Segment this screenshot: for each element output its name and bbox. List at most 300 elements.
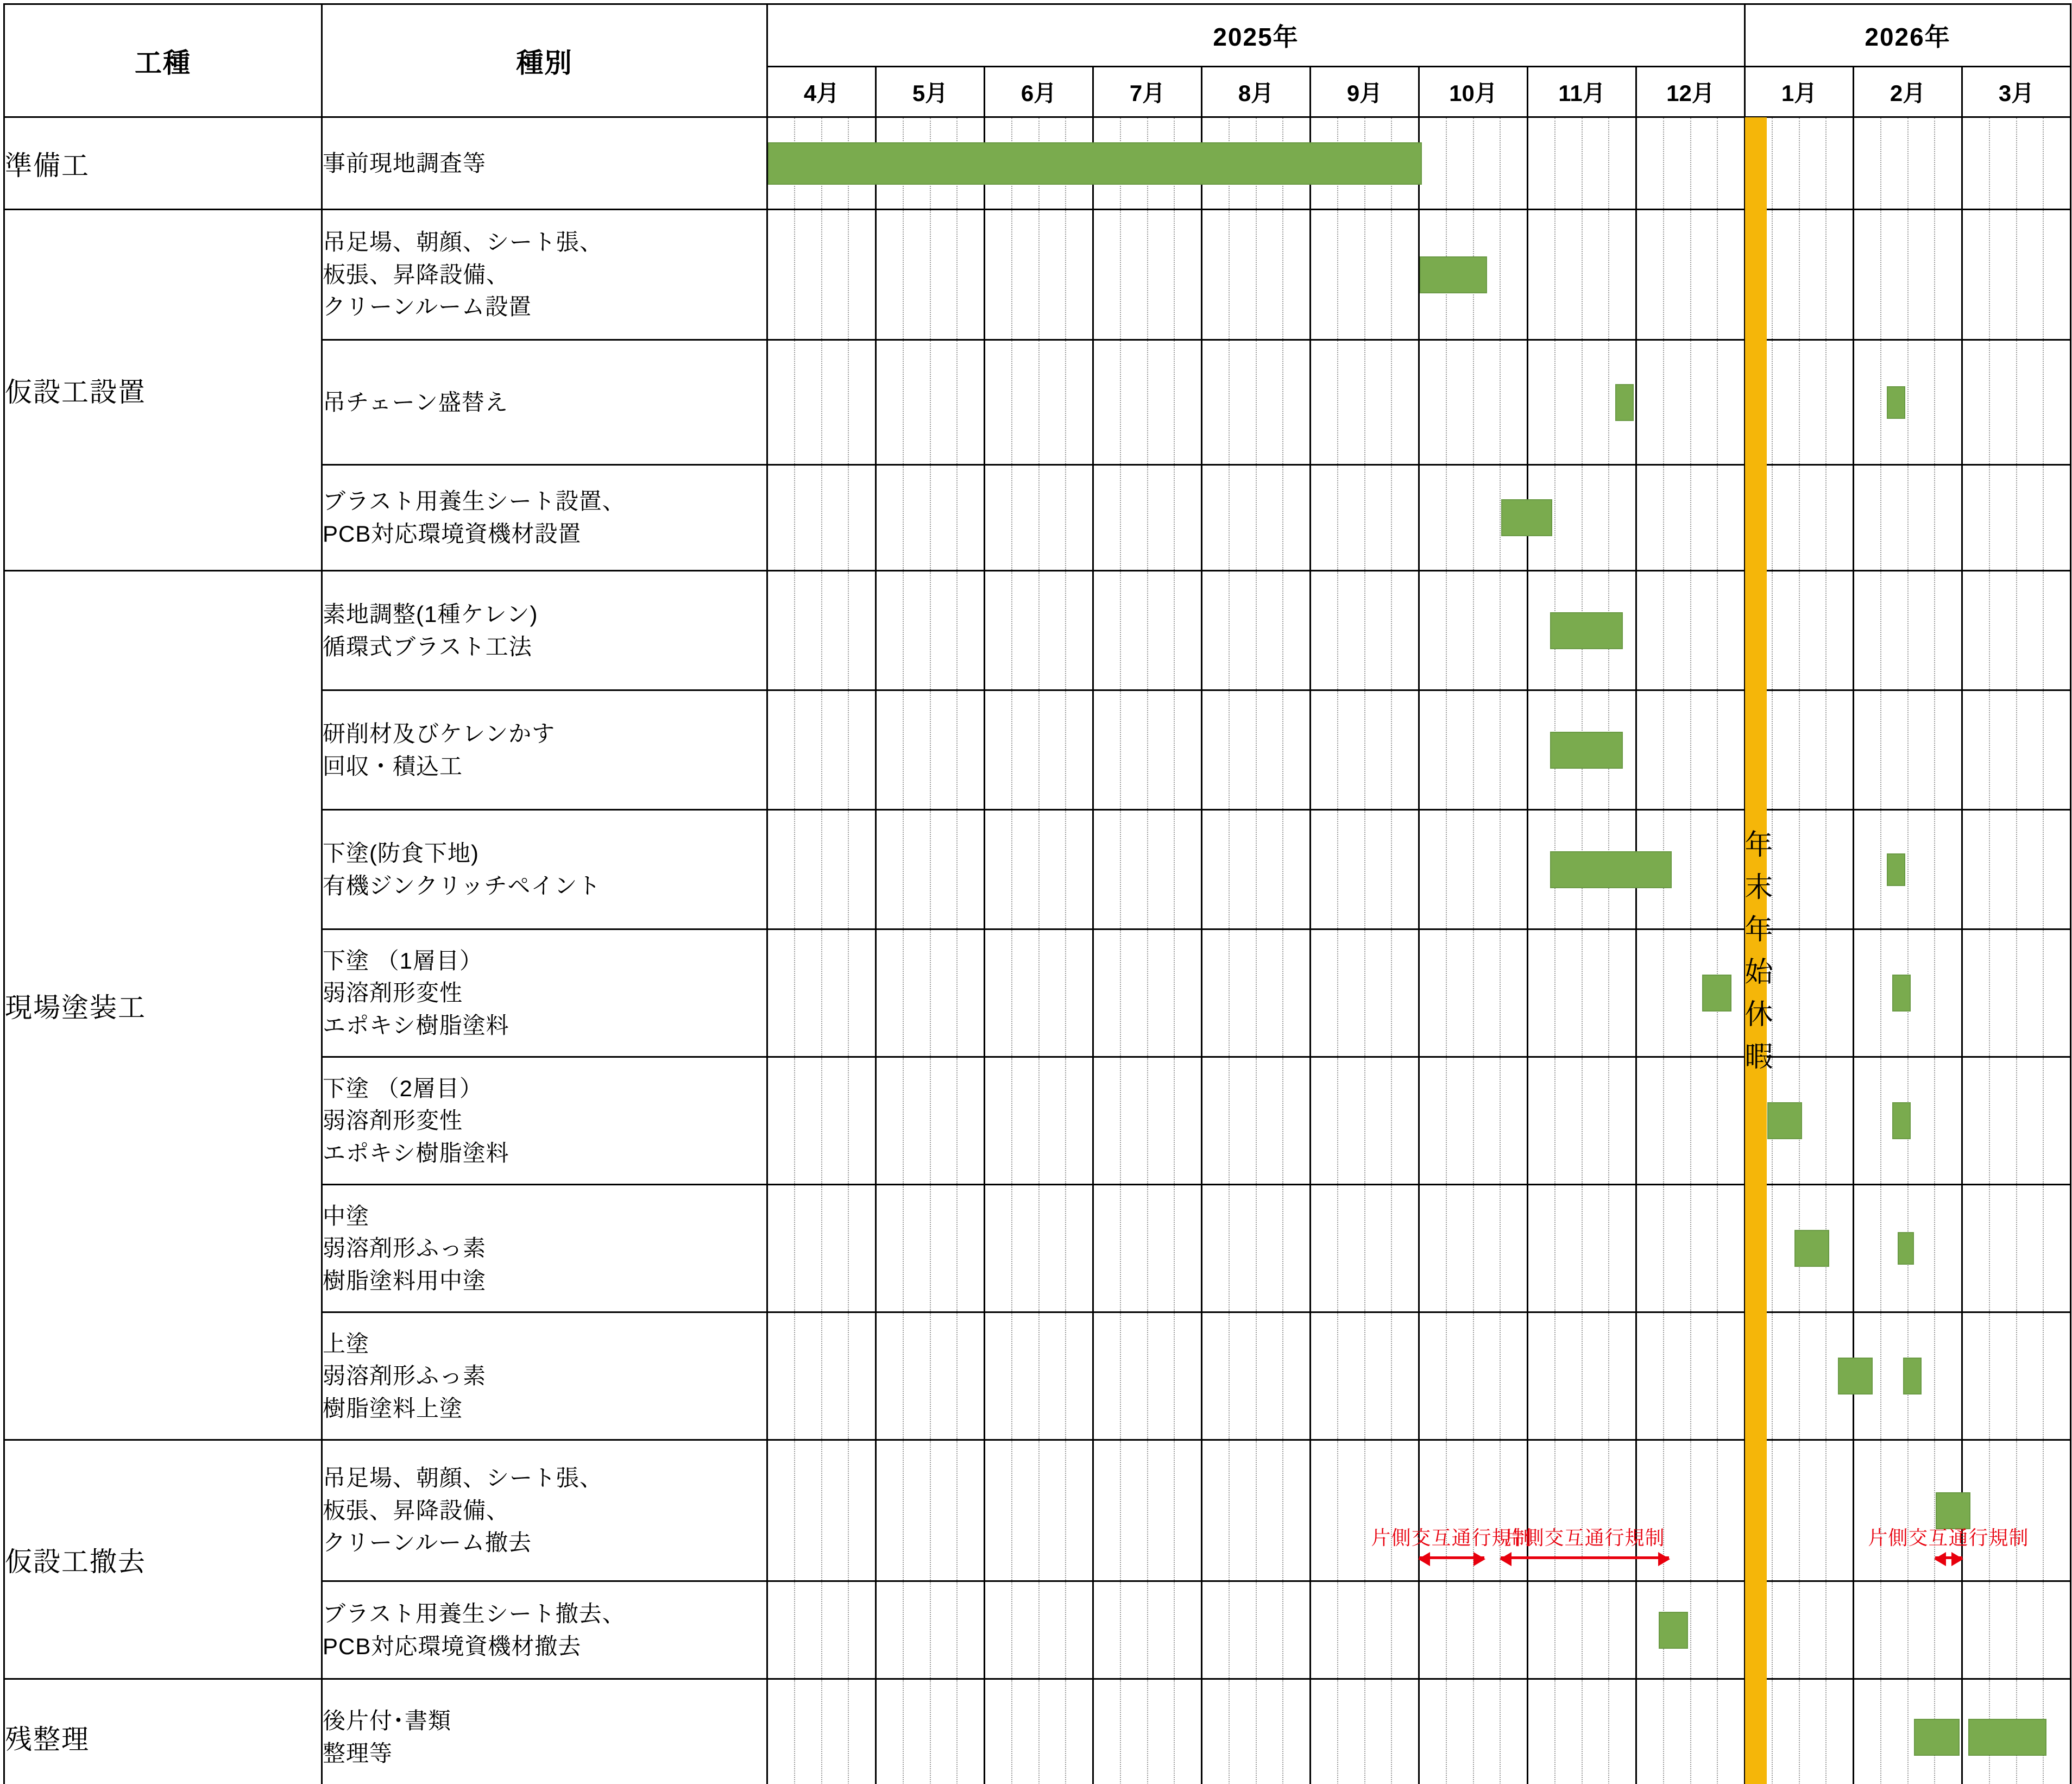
shubetsu-line: クリーンルーム撤去: [323, 1530, 532, 1556]
kousyu-label: 残整理: [4, 1679, 322, 1784]
week-grid: [1094, 1185, 1201, 1311]
week-grid: [1963, 210, 2070, 339]
shubetsu-line: 研削材及びケレンかす: [323, 720, 556, 746]
week-grid: [1637, 1185, 1744, 1311]
shubetsu-line: 樹脂塗料用中塗: [323, 1267, 487, 1293]
week-grid: [1854, 571, 1961, 689]
shubetsu-line: 後片付･書類: [323, 1708, 452, 1734]
timeline-cell: [876, 1185, 985, 1312]
timeline-cell: [767, 1312, 876, 1440]
timeline-cell: [1202, 571, 1311, 690]
shubetsu-label: [322, 1312, 767, 1440]
timeline-cell: [1311, 571, 1419, 690]
timeline-cell: [1202, 1185, 1311, 1312]
timeline-cell: [985, 1185, 1093, 1312]
timeline-cell: [1419, 1057, 1528, 1185]
week-grid: [1420, 1313, 1527, 1439]
gantt-bar: [768, 142, 1422, 185]
week-grid: [768, 571, 875, 689]
week-grid: [985, 930, 1092, 1056]
timeline-cell: [1528, 210, 1636, 340]
timeline-cell: [1093, 929, 1202, 1057]
timeline-cell: [1311, 340, 1419, 465]
timeline-cell: [985, 1312, 1093, 1440]
gantt-bar: [1550, 851, 1672, 888]
shubetsu-line: 下塗 （2層目）: [323, 1075, 483, 1101]
timeline-cell: [876, 929, 985, 1057]
week-grid: [1420, 341, 1527, 464]
timeline-cell: [1093, 571, 1202, 690]
header-month-12: 12月: [1636, 67, 1745, 117]
week-grid: [1963, 1582, 2070, 1678]
timeline-cell: [876, 1312, 985, 1440]
gantt-bar: [1615, 384, 1634, 421]
timeline-cell: [1854, 210, 1962, 340]
timeline-cell: [1528, 1312, 1636, 1440]
shubetsu-line: 有機ジンクリッチペイント: [323, 872, 601, 899]
timeline-cell: [767, 1185, 876, 1312]
timeline-cell: [1093, 1312, 1202, 1440]
timeline-cell: [1202, 929, 1311, 1057]
timeline-cell: [1419, 1185, 1528, 1312]
year-end-holiday-label: 年末年始休暇: [1740, 830, 1771, 1084]
week-grid: [1202, 691, 1309, 809]
week-grid: [877, 1680, 984, 1784]
timeline-cell: [876, 1679, 985, 1784]
timeline-cell: [1311, 1581, 1419, 1679]
shubetsu-label: [322, 690, 767, 810]
traffic-arrow-1: [1419, 1556, 1484, 1559]
timeline-cell: [1528, 1581, 1636, 1679]
week-grid: [1311, 341, 1418, 464]
week-grid: [1202, 1313, 1309, 1439]
timeline-cell: [1202, 465, 1311, 571]
shubetsu-line: エポキシ樹脂塗料: [323, 1012, 509, 1038]
timeline-cell: [1419, 571, 1528, 690]
shubetsu-line: 弱溶剤形変性: [323, 1108, 463, 1134]
timeline-cell: [876, 571, 985, 690]
week-grid: [1637, 118, 1744, 209]
header-month-8: 8月: [1202, 67, 1311, 117]
timeline-cell: [767, 1057, 876, 1185]
week-grid: [768, 466, 875, 570]
week-grid: [877, 571, 984, 689]
timeline-cell: [985, 210, 1093, 340]
header-month-7: 7月: [1093, 67, 1202, 117]
timeline-cell: [1419, 117, 1528, 210]
timeline-cell: [1311, 810, 1419, 929]
week-grid: [768, 1185, 875, 1311]
shubetsu-line: ブラスト用養生シート設置、: [323, 488, 626, 514]
timeline-cell: [1311, 929, 1419, 1057]
week-grid: [1202, 1582, 1309, 1678]
shubetsu-line: クリーンルーム設置: [323, 294, 532, 320]
shubetsu-line: 整理等: [323, 1741, 393, 1766]
timeline-cell: [1093, 1679, 1202, 1784]
timeline-cell: [1093, 1440, 1202, 1581]
week-grid: [1311, 1441, 1418, 1580]
timeline-cell: [1962, 340, 2071, 465]
week-grid: [1528, 1313, 1635, 1439]
week-grid: [1854, 118, 1961, 209]
week-grid: [1311, 571, 1418, 689]
timeline-cell: [1636, 1185, 1745, 1312]
header-year-2026: 2026年: [1745, 4, 2071, 67]
timeline-cell: [1311, 465, 1419, 571]
week-grid: [985, 1058, 1092, 1184]
timeline-cell: [1962, 929, 2071, 1057]
week-grid: [1854, 341, 1961, 464]
week-grid: [1202, 811, 1309, 928]
header-month-5: 5月: [876, 67, 985, 117]
timeline-cell: [1962, 571, 2071, 690]
shubetsu-line: 板張、昇降設備、: [323, 1497, 510, 1523]
timeline-cell: [985, 929, 1093, 1057]
week-grid: [1528, 210, 1635, 339]
timeline-cell: [985, 1440, 1093, 1581]
timeline-cell: [1528, 1679, 1636, 1784]
gantt-bar: [1550, 732, 1623, 769]
week-grid: [985, 466, 1092, 570]
week-grid: [768, 1313, 875, 1439]
timeline-cell: [1093, 210, 1202, 340]
week-grid: [1528, 930, 1635, 1056]
week-grid: [1637, 1313, 1744, 1439]
timeline-cell: [1311, 1679, 1419, 1784]
week-grid: [1420, 118, 1527, 209]
week-grid: [1202, 1441, 1309, 1580]
timeline-cell: [985, 810, 1093, 929]
timeline-cell: [1419, 690, 1528, 810]
shubetsu-line: 弱溶剤形ふっ素: [323, 1235, 487, 1261]
week-grid: [768, 930, 875, 1056]
gantt-bar: [1887, 853, 1905, 886]
header-shubetsu: 種別: [322, 4, 767, 117]
timeline-cell: [1636, 1057, 1745, 1185]
shubetsu-label: [322, 1679, 767, 1784]
week-grid: [877, 210, 984, 339]
timeline-cell: [1202, 1057, 1311, 1185]
timeline-cell: [1202, 1440, 1311, 1581]
header-month-1: 1月: [1745, 67, 1854, 117]
timeline-cell: [1636, 1440, 1745, 1581]
gantt-bar: [1420, 256, 1487, 293]
week-grid: [1420, 1582, 1527, 1678]
timeline-cell: [1528, 929, 1636, 1057]
gantt-bar: [1794, 1230, 1829, 1267]
week-grid: [768, 811, 875, 928]
timeline-cell: [1636, 571, 1745, 690]
timeline-cell: [876, 340, 985, 465]
week-grid: [768, 691, 875, 809]
timeline-cell: [1854, 571, 1962, 690]
week-grid: [877, 1582, 984, 1678]
week-grid: [985, 1313, 1092, 1439]
week-grid: [1094, 1582, 1201, 1678]
timeline-cell: [1311, 1057, 1419, 1185]
timeline-cell: [1962, 810, 2071, 929]
timeline-cell: [1093, 810, 1202, 929]
header-month-11: 11月: [1528, 67, 1636, 117]
gantt-bar: [1838, 1358, 1873, 1394]
shubetsu-label: [322, 465, 767, 571]
week-grid: [1311, 1058, 1418, 1184]
week-grid: [1963, 1441, 2070, 1580]
gantt-bar: [1914, 1719, 1960, 1756]
week-grid: [1311, 210, 1418, 339]
timeline-cell: [876, 1581, 985, 1679]
header-kousyu: 工種: [4, 4, 322, 117]
header-month-2: 2月: [1854, 67, 1962, 117]
timeline-cell: [985, 690, 1093, 810]
week-grid: [1854, 1582, 1961, 1678]
timeline-cell: [1636, 210, 1745, 340]
timeline-cell: [1636, 465, 1745, 571]
gantt-bar: [1892, 1102, 1911, 1139]
timeline-cell: [767, 1440, 876, 1581]
week-grid: [1420, 571, 1527, 689]
week-grid: [1311, 1582, 1418, 1678]
timeline-cell: [1528, 117, 1636, 210]
timeline-cell: [1093, 1057, 1202, 1185]
timeline-cell: [1202, 340, 1311, 465]
week-grid: [1311, 1680, 1418, 1784]
year-end-holiday-band: [1740, 117, 1771, 1784]
week-grid: [768, 341, 875, 464]
shubetsu-line: 素地調整(1種ケレン): [323, 601, 538, 627]
timeline-cell: [876, 465, 985, 571]
shubetsu-label: [322, 210, 767, 340]
timeline-cell: [767, 571, 876, 690]
week-grid: [1202, 1058, 1309, 1184]
week-grid: [1420, 811, 1527, 928]
timeline-cell: [1854, 340, 1962, 465]
kousyu-label: 現場塗装工: [4, 571, 322, 1440]
week-grid: [1854, 466, 1961, 570]
week-grid: [985, 571, 1092, 689]
timeline-cell: [876, 690, 985, 810]
week-grid: [1528, 1582, 1635, 1678]
timeline-cell: [1093, 465, 1202, 571]
shubetsu-line: 弱溶剤形ふっ素: [323, 1363, 487, 1389]
timeline-cell: [767, 929, 876, 1057]
gantt-bar: [1903, 1358, 1922, 1394]
week-grid: [985, 691, 1092, 809]
timeline-cell: [767, 810, 876, 929]
week-grid: [1311, 1185, 1418, 1311]
shubetsu-line: 回収・積込工: [323, 753, 463, 779]
timeline-cell: [1962, 690, 2071, 810]
shubetsu-line: PCB対応環境資機材設置: [323, 521, 582, 546]
kousyu-label: 準備工: [4, 117, 322, 210]
shubetsu-line: 上塗: [323, 1330, 370, 1356]
shubetsu-line: 中塗: [323, 1203, 370, 1229]
timeline-cell: [1854, 117, 1962, 210]
week-grid: [877, 466, 984, 570]
timeline-cell: [1854, 465, 1962, 571]
timeline-cell: [1311, 210, 1419, 340]
timeline-cell: [767, 117, 876, 210]
week-grid: [1528, 118, 1635, 209]
shubetsu-label: [322, 1581, 767, 1679]
timeline-cell: [1636, 690, 1745, 810]
shubetsu-label: [322, 571, 767, 690]
week-grid: [1311, 930, 1418, 1056]
week-grid: [1094, 466, 1201, 570]
week-grid: [1637, 341, 1744, 464]
gantt-bar: [1767, 1102, 1802, 1139]
gantt-bar: [1501, 499, 1552, 536]
timeline-cell: [1419, 1679, 1528, 1784]
week-grid: [1311, 466, 1418, 570]
week-grid: [1854, 811, 1961, 928]
timeline-cell: [1093, 690, 1202, 810]
header-month-3: 3月: [1962, 67, 2071, 117]
timeline-cell: [985, 1679, 1093, 1784]
week-grid: [1420, 1058, 1527, 1184]
timeline-cell: [1962, 1440, 2071, 1581]
shubetsu-line: ブラスト用養生シート撤去、: [323, 1600, 626, 1626]
week-grid: [1637, 1441, 1744, 1580]
week-grid: [1420, 930, 1527, 1056]
timeline-cell: [1311, 1185, 1419, 1312]
shubetsu-label: [322, 1057, 767, 1185]
shubetsu-line: 樹脂塗料上塗: [323, 1395, 463, 1421]
timeline-cell: [1854, 1581, 1962, 1679]
gantt-bar: [1550, 612, 1623, 649]
week-grid: [1420, 1680, 1527, 1784]
header-year-2025: 2025年: [767, 4, 1745, 67]
timeline-cell: [1419, 1581, 1528, 1679]
gantt-bar: [1659, 1612, 1688, 1649]
week-grid: [1202, 571, 1309, 689]
week-grid: [1963, 1058, 2070, 1184]
shubetsu-line: 下塗(防食下地): [323, 840, 479, 866]
shubetsu-label: [322, 340, 767, 465]
week-grid: [1202, 210, 1309, 339]
timeline-cell: [1419, 929, 1528, 1057]
timeline-cell: [1962, 117, 2071, 210]
header-month-9: 9月: [1311, 67, 1419, 117]
week-grid: [1963, 930, 2070, 1056]
week-grid: [768, 1582, 875, 1678]
week-grid: [877, 811, 984, 928]
week-grid: [1637, 691, 1744, 809]
week-grid: [1637, 1582, 1744, 1678]
week-grid: [1637, 466, 1744, 570]
week-grid: [768, 1058, 875, 1184]
week-grid: [985, 341, 1092, 464]
header-month-4: 4月: [767, 67, 876, 117]
week-grid: [1963, 466, 2070, 570]
timeline-cell: [1962, 1581, 2071, 1679]
traffic-annotation-1: 片側交互通行規制: [1371, 1526, 1532, 1549]
shubetsu-label: [322, 1185, 767, 1312]
timeline-cell: [1419, 810, 1528, 929]
week-grid: [877, 1185, 984, 1311]
timeline-cell: [985, 465, 1093, 571]
week-grid: [1311, 1313, 1418, 1439]
week-grid: [1202, 1680, 1309, 1784]
week-grid: [1963, 341, 2070, 464]
timeline-cell: [985, 571, 1093, 690]
timeline-cell: [1636, 1312, 1745, 1440]
timeline-cell: [1962, 1312, 2071, 1440]
week-grid: [1202, 1185, 1309, 1311]
week-grid: [768, 1441, 875, 1580]
timeline-cell: [1854, 690, 1962, 810]
timeline-cell: [767, 340, 876, 465]
shubetsu-line: PCB対応環境資機材撤去: [323, 1633, 582, 1659]
week-grid: [1420, 691, 1527, 809]
week-grid: [1854, 210, 1961, 339]
traffic-annotation-3: 片側交互通行規制: [1868, 1526, 2029, 1549]
gantt-bar: [1892, 975, 1911, 1012]
week-grid: [1094, 1058, 1201, 1184]
timeline-cell: [1311, 690, 1419, 810]
shubetsu-line: 弱溶剤形変性: [323, 980, 463, 1006]
week-grid: [768, 210, 875, 339]
week-grid: [1094, 341, 1201, 464]
week-grid: [985, 811, 1092, 928]
header-row-year: [4, 4, 2071, 67]
timeline-cell: [1419, 340, 1528, 465]
week-grid: [877, 691, 984, 809]
timeline-cell: [876, 810, 985, 929]
week-grid: [877, 1441, 984, 1580]
week-grid: [1528, 1680, 1635, 1784]
week-grid: [1963, 691, 2070, 809]
timeline-cell: [1202, 1581, 1311, 1679]
week-grid: [1094, 571, 1201, 689]
timeline-cell: [1093, 1581, 1202, 1679]
gantt-bar: [1968, 1719, 2046, 1756]
week-grid: [1963, 811, 2070, 928]
week-grid: [1094, 1441, 1201, 1580]
timeline-cell: [1962, 465, 2071, 571]
timeline-cell: [876, 1440, 985, 1581]
timeline-cell: [985, 1581, 1093, 1679]
timeline-cell: [1202, 1679, 1311, 1784]
header-month-6: 6月: [985, 67, 1093, 117]
gantt-bar: [1702, 975, 1731, 1012]
week-grid: [985, 1582, 1092, 1678]
week-grid: [1094, 811, 1201, 928]
week-grid: [985, 1185, 1092, 1311]
traffic-arrow-3: [1935, 1556, 1962, 1559]
timeline-cell: [876, 210, 985, 340]
week-grid: [1311, 811, 1418, 928]
timeline-cell: [767, 1679, 876, 1784]
week-grid: [877, 930, 984, 1056]
week-grid: [1637, 1058, 1744, 1184]
timeline-cell: [767, 1581, 876, 1679]
week-grid: [1420, 1185, 1527, 1311]
gantt-bar: [1898, 1232, 1914, 1265]
timeline-cell: [1854, 810, 1962, 929]
kousyu-label: 仮設工撤去: [4, 1440, 322, 1679]
shubetsu-line: 吊足場、朝顔、シート張、: [323, 229, 603, 255]
timeline-cell: [1311, 1312, 1419, 1440]
week-grid: [1094, 210, 1201, 339]
week-grid: [1094, 930, 1201, 1056]
week-grid: [1963, 1185, 2070, 1311]
shubetsu-line: 板張、昇降設備、: [323, 261, 510, 287]
shubetsu-line: 吊足場、朝顔、シート張、: [323, 1465, 603, 1491]
week-grid: [877, 1313, 984, 1439]
timeline-cell: [1528, 1185, 1636, 1312]
week-grid: [877, 341, 984, 464]
